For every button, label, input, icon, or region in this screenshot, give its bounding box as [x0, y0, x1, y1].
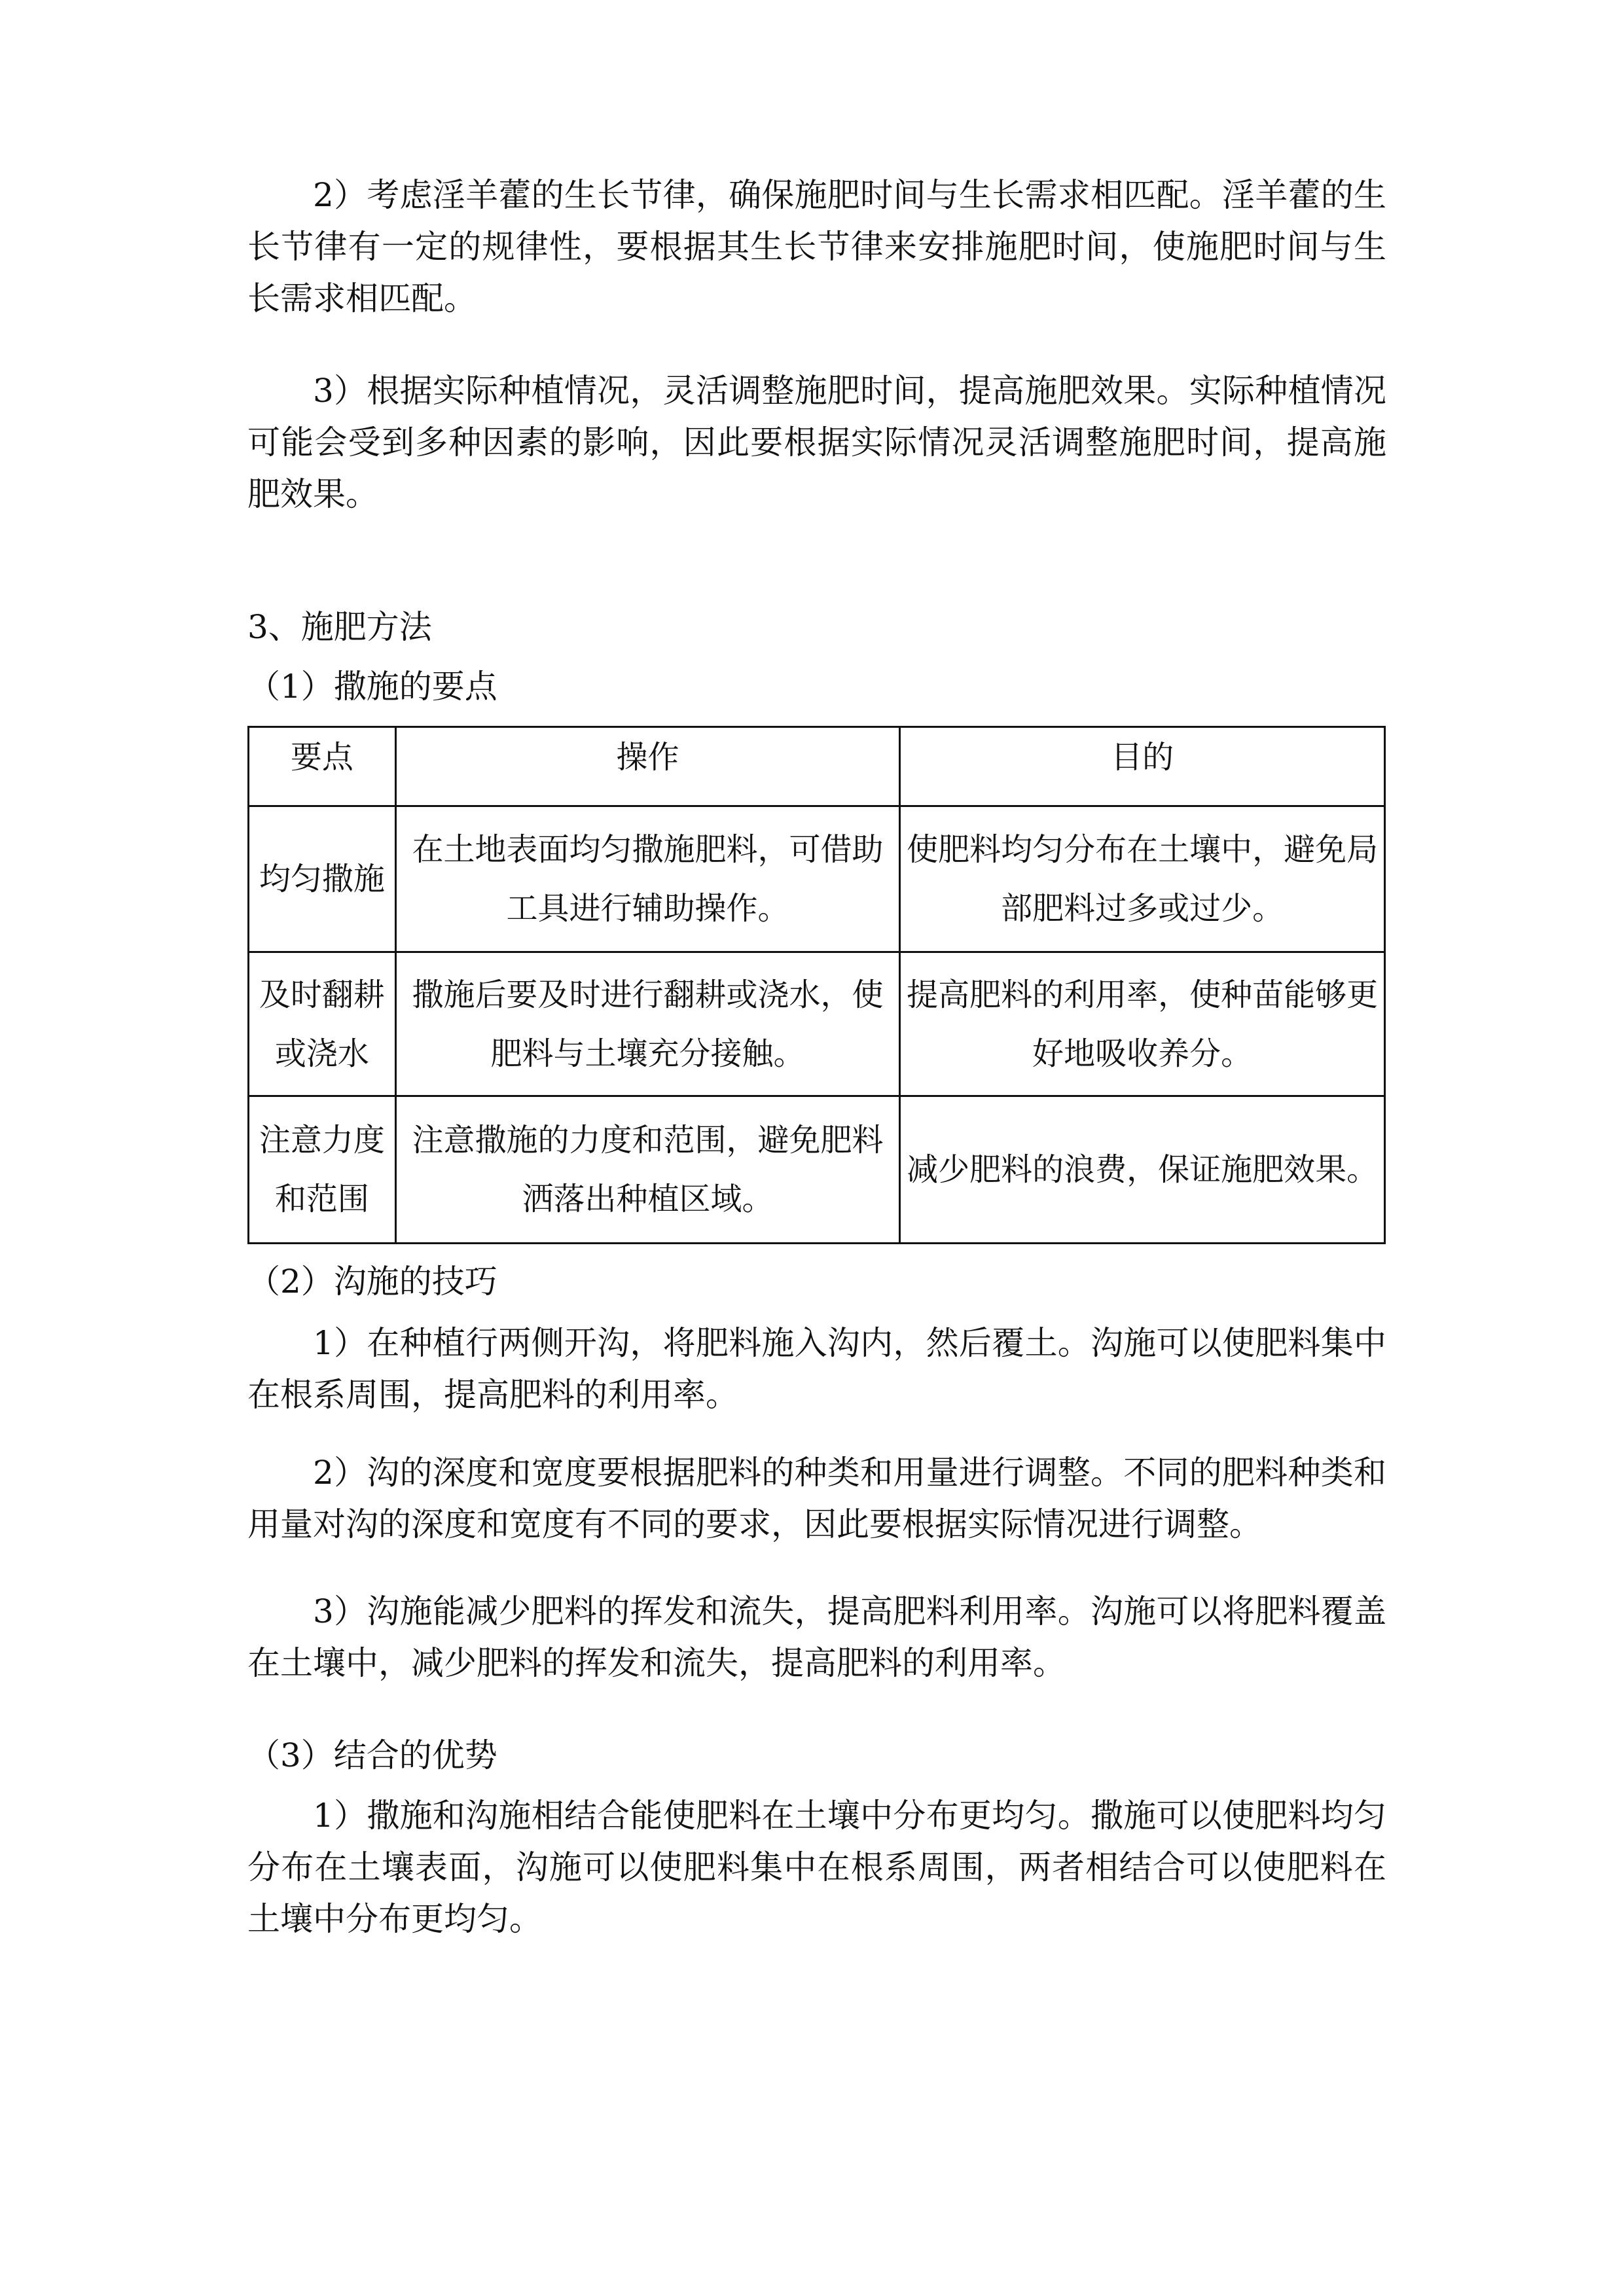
table-cell: 注意撒施的力度和范围，避免肥料洒落出种植区域。 [395, 1096, 900, 1244]
broadcast-fertilization-table [247, 726, 1386, 1244]
table-row [249, 1096, 1385, 1244]
table-cell: 注意力度和范围 [249, 1096, 396, 1244]
table-row [249, 952, 1385, 1096]
table-cell: 使肥料均匀分布在土壤中，避免局部肥料过多或过少。 [900, 806, 1385, 952]
paragraph: 2）沟的深度和宽度要根据肥料的种类和用量进行调整。不同的肥料种类和用量对沟的深度和宽度有不同的要求，因此要根据实际情况进行调整。 [247, 1454, 1386, 1543]
table-cell: 提高肥料的利用率，使种苗能够更好地吸收养分。 [900, 952, 1385, 1096]
paragraph: 1）撒施和沟施相结合能使肥料在土壤中分布更均匀。撒施可以使肥料均匀分布在土壤表面，沟施可以使肥料集中在根系周围，两者相结合可以使肥料在土壤中分布更均匀。 [247, 1797, 1386, 1938]
subsection-heading: （3）结合的优势 [247, 1736, 497, 1774]
paragraph: 1）在种植行两侧开沟，将肥料施入沟内，然后覆土。沟施可以使肥料集中在根系周围，提高肥料的利用率。 [247, 1324, 1386, 1414]
table-cell: 在土地表面均匀撒施肥料，可借助工具进行辅助操作。 [395, 806, 900, 952]
table-cell: 均匀撒施 [249, 806, 396, 952]
header-cell: 要点 [249, 727, 396, 806]
header-cell: 目的 [900, 727, 1385, 806]
header-cell: 操作 [395, 727, 900, 806]
subsection-heading: （2）沟施的技巧 [247, 1263, 497, 1300]
subsection-heading: （1）撒施的要点 [247, 668, 497, 706]
paragraph: 2）考虑淫羊藿的生长节律，确保施肥时间与生长需求相匹配。淫羊藿的生长节律有一定的规律性，要根据其生长节律来安排施肥时间，使施肥时间与生长需求相匹配。 [247, 176, 1386, 317]
table-header-row [249, 727, 1385, 806]
table-cell: 及时翻耕或浇水 [249, 952, 396, 1096]
table-cell: 减少肥料的浪费，保证施肥效果。 [900, 1096, 1385, 1244]
table-cell: 撒施后要及时进行翻耕或浇水，使肥料与土壤充分接触。 [395, 952, 900, 1096]
paragraph: 3）根据实际种植情况，灵活调整施肥时间，提高施肥效果。实际种植情况可能会受到多种因素的影响，因此要根据实际情况灵活调整施肥时间，提高施肥效果。 [247, 372, 1386, 513]
table-row [249, 806, 1385, 952]
section-heading: 3、施肥方法 [247, 608, 432, 646]
paragraph: 3）沟施能减少肥料的挥发和流失，提高肥料利用率。沟施可以将肥料覆盖在土壤中，减少肥料的挥发和流失，提高肥料的利用率。 [247, 1592, 1386, 1682]
